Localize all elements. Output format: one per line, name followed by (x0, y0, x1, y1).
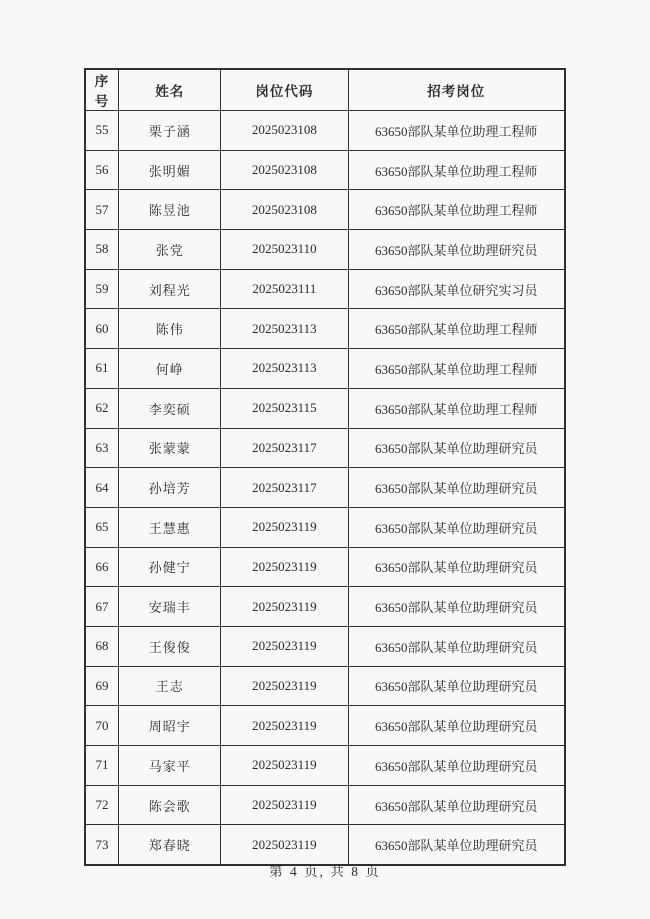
table-row (85, 428, 565, 468)
position-cell: 63650部队某单位助理研究员 (348, 626, 565, 666)
code-cell: 2025023119 (221, 706, 348, 746)
position-cell: 63650部队某单位助理研究员 (348, 746, 565, 786)
name-cell: 栗子涵 (119, 111, 221, 151)
table-row (85, 190, 565, 230)
code-cell: 2025023115 (221, 388, 348, 428)
table-row (85, 666, 565, 706)
name-cell: 刘程光 (119, 269, 221, 309)
position-cell: 63650部队某单位助理研究员 (348, 230, 565, 270)
name-cell: 张明媚 (119, 150, 221, 190)
code-cell: 2025023119 (221, 785, 348, 825)
code-cell: 2025023119 (221, 626, 348, 666)
code-cell: 2025023119 (221, 825, 348, 865)
position-cell: 63650部队某单位助理研究员 (348, 468, 565, 508)
serial-cell: 61 (85, 349, 119, 389)
page-footer: 第 4 页, 共 8 页 (269, 864, 381, 879)
position-cell: 63650部队某单位助理研究员 (348, 706, 565, 746)
name-cell: 陈伟 (119, 309, 221, 349)
name-cell: 张蒙蒙 (119, 428, 221, 468)
code-cell: 2025023117 (221, 428, 348, 468)
table-row (85, 468, 565, 508)
table-row (85, 746, 565, 786)
table-row (85, 230, 565, 270)
code-cell: 2025023113 (221, 349, 348, 389)
name-cell: 王志 (119, 666, 221, 706)
serial-cell: 68 (85, 626, 119, 666)
name-cell: 周昭宇 (119, 706, 221, 746)
serial-cell: 67 (85, 587, 119, 627)
table-row (85, 587, 565, 627)
header-position: 招考岗位 (348, 69, 565, 111)
table-row (85, 309, 565, 349)
code-cell: 2025023119 (221, 666, 348, 706)
name-cell: 安瑞丰 (119, 587, 221, 627)
header-serial: 序号 (85, 69, 119, 111)
table-row (85, 269, 565, 309)
name-cell: 陈会歌 (119, 785, 221, 825)
serial-cell: 57 (85, 190, 119, 230)
serial-cell: 72 (85, 785, 119, 825)
position-cell: 63650部队某单位助理研究员 (348, 587, 565, 627)
table-row (85, 785, 565, 825)
recruitment-table (84, 68, 566, 866)
serial-cell: 56 (85, 150, 119, 190)
table-row (85, 706, 565, 746)
serial-cell: 66 (85, 547, 119, 587)
name-cell: 王慧惠 (119, 507, 221, 547)
position-cell: 63650部队某单位助理工程师 (348, 388, 565, 428)
code-cell: 2025023108 (221, 150, 348, 190)
table-row (85, 349, 565, 389)
code-cell: 2025023111 (221, 269, 348, 309)
position-cell: 63650部队某单位助理工程师 (348, 150, 565, 190)
code-cell: 2025023110 (221, 230, 348, 270)
code-cell: 2025023108 (221, 111, 348, 151)
position-cell: 63650部队某单位助理研究员 (348, 428, 565, 468)
table-header-row (85, 69, 565, 111)
table-row (85, 388, 565, 428)
table-row (85, 626, 565, 666)
serial-cell: 63 (85, 428, 119, 468)
position-cell: 63650部队某单位助理研究员 (348, 785, 565, 825)
header-name: 姓名 (119, 69, 221, 111)
position-cell: 63650部队某单位研究实习员 (348, 269, 565, 309)
serial-cell: 73 (85, 825, 119, 865)
serial-cell: 60 (85, 309, 119, 349)
table-row (85, 150, 565, 190)
table-row (85, 111, 565, 151)
code-cell: 2025023119 (221, 547, 348, 587)
name-cell: 孙培芳 (119, 468, 221, 508)
position-cell: 63650部队某单位助理工程师 (348, 309, 565, 349)
serial-cell: 65 (85, 507, 119, 547)
serial-cell: 69 (85, 666, 119, 706)
serial-cell: 59 (85, 269, 119, 309)
name-cell: 王俊俊 (119, 626, 221, 666)
table-body (85, 111, 565, 866)
position-cell: 63650部队某单位助理工程师 (348, 111, 565, 151)
code-cell: 2025023117 (221, 468, 348, 508)
position-cell: 63650部队某单位助理研究员 (348, 507, 565, 547)
serial-cell: 71 (85, 746, 119, 786)
code-cell: 2025023119 (221, 587, 348, 627)
code-cell: 2025023119 (221, 507, 348, 547)
code-cell: 2025023113 (221, 309, 348, 349)
header-code: 岗位代码 (221, 69, 348, 111)
code-cell: 2025023119 (221, 746, 348, 786)
name-cell: 李奕硕 (119, 388, 221, 428)
name-cell: 陈昱池 (119, 190, 221, 230)
table-row (85, 507, 565, 547)
serial-cell: 55 (85, 111, 119, 151)
table-row (85, 547, 565, 587)
position-cell: 63650部队某单位助理研究员 (348, 825, 565, 865)
serial-cell: 70 (85, 706, 119, 746)
position-cell: 63650部队某单位助理研究员 (348, 666, 565, 706)
name-cell: 马家平 (119, 746, 221, 786)
serial-cell: 58 (85, 230, 119, 270)
name-cell: 郑春晓 (119, 825, 221, 865)
name-cell: 孙健宁 (119, 547, 221, 587)
position-cell: 63650部队某单位助理研究员 (348, 547, 565, 587)
name-cell: 何峥 (119, 349, 221, 389)
position-cell: 63650部队某单位助理工程师 (348, 349, 565, 389)
position-cell: 63650部队某单位助理工程师 (348, 190, 565, 230)
serial-cell: 64 (85, 468, 119, 508)
name-cell: 张党 (119, 230, 221, 270)
code-cell: 2025023108 (221, 190, 348, 230)
serial-cell: 62 (85, 388, 119, 428)
